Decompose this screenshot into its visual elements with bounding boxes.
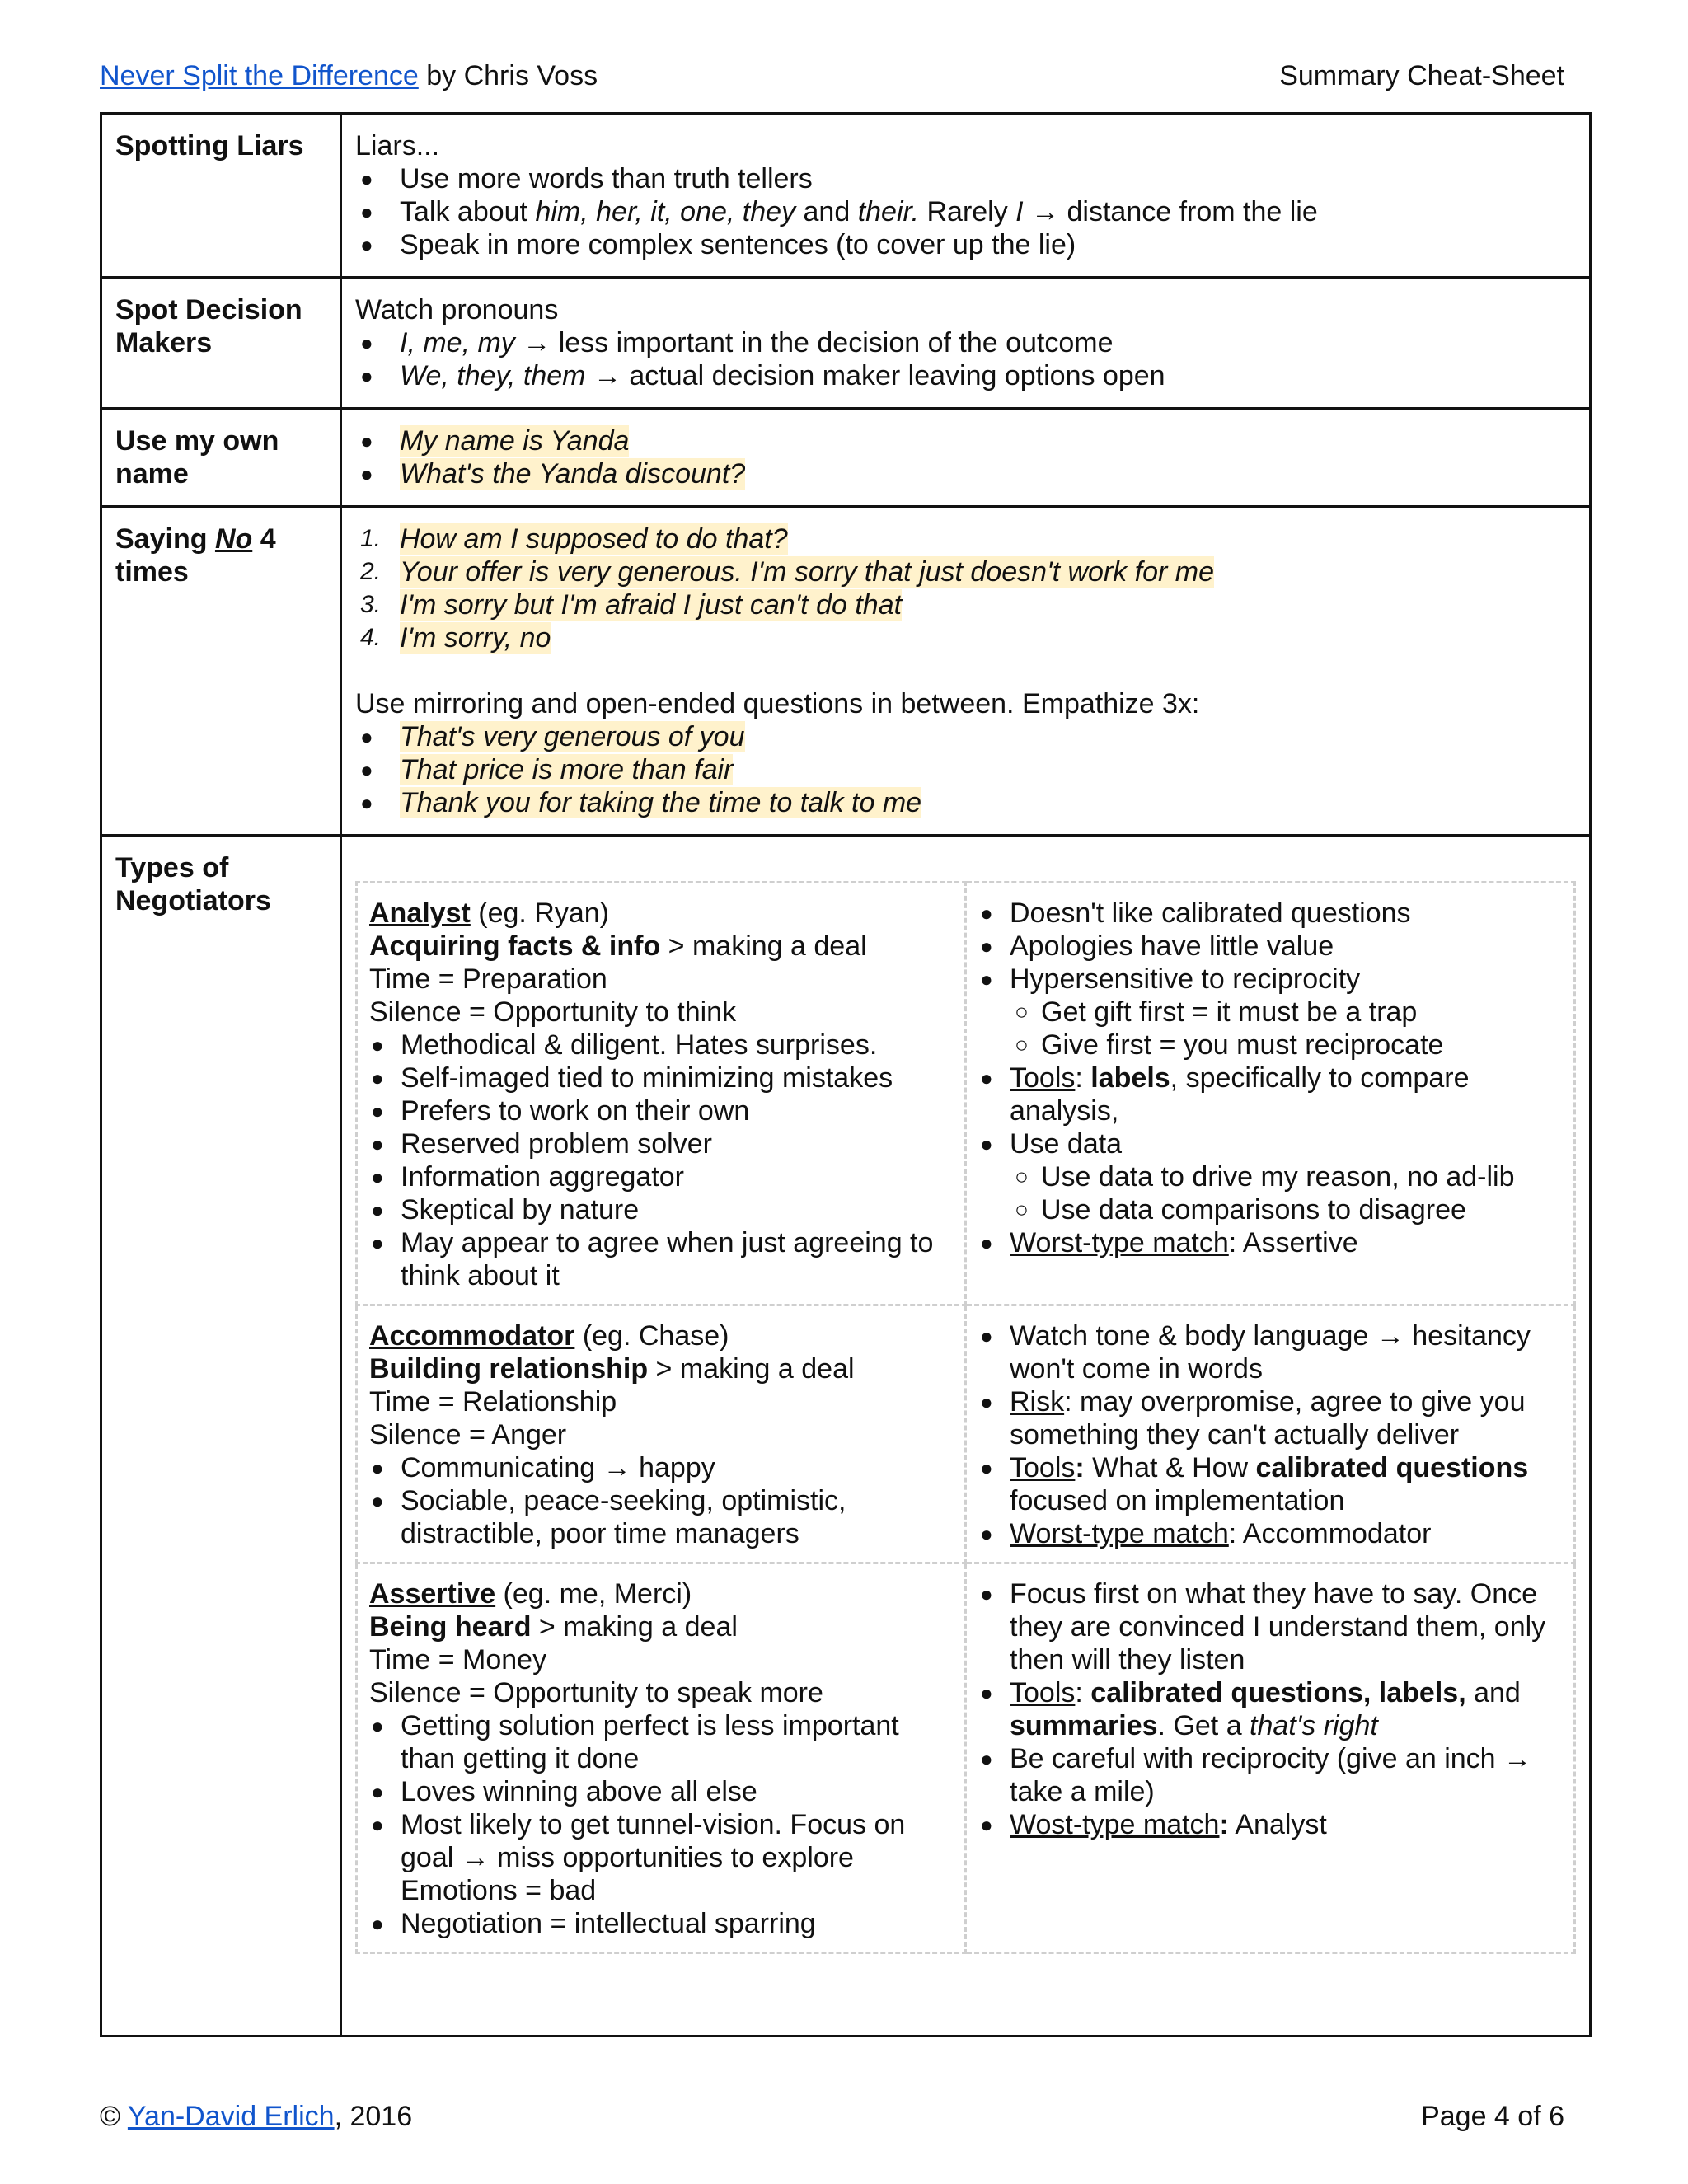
type-strategy xyxy=(966,883,1575,1305)
list-item: ● Worst-type match: Assertive xyxy=(978,1226,1562,1259)
type-accommodator xyxy=(357,1305,1575,1563)
bullet-list xyxy=(355,162,1576,261)
type-strategy xyxy=(966,1305,1575,1563)
bullet-list xyxy=(369,1451,953,1550)
mirroring-text: Use mirroring and open-ended questions in between. Empathize 3x: xyxy=(355,688,1200,719)
list-item: ● Watch tone & body language → hesitancy won't come in words xyxy=(978,1319,1562,1385)
list-item: ● Skeptical by nature xyxy=(369,1193,953,1226)
header-right: Summary Cheat-Sheet xyxy=(1279,60,1564,91)
type-profile: Analyst (eg. Ryan) Acquiring facts & info > making a deal Time = Preparation Silence = Opportunity to think ● Methodical & diligent. Hates surprises. ● Self-imaged tied to minimizing mistakes ● Prefers to work on their own ● Reserved problem solver ● Information aggregator ● Skeptical by nature ● May appear to agree when just agreeing to think about it xyxy=(357,883,966,1305)
bullet-list xyxy=(355,720,1576,819)
list-item: ● Be careful with reciprocity (give an inch → take a mile) xyxy=(978,1742,1562,1808)
bullet-list xyxy=(978,1577,1562,1841)
list-item: 3. I'm sorry but I'm afraid I just can't do that xyxy=(360,589,903,621)
row-types xyxy=(101,836,1591,2036)
bullet-list xyxy=(978,897,1562,1259)
row-content xyxy=(341,409,1591,507)
row-saying-no xyxy=(101,507,1591,836)
type-strategy xyxy=(966,1563,1575,1953)
list-item: ● Talk about him, her, it, one, they and their. Rarely I → distance from the lie xyxy=(355,195,1576,228)
list-item: ● Communicating → happy xyxy=(369,1451,953,1484)
list-item: ● Thank you for taking the time to talk to me xyxy=(355,786,1576,819)
row-label: Use my own name xyxy=(101,409,341,507)
list-item: 4. I'm sorry, no xyxy=(360,622,551,654)
list-item: ● Risk: may overpromise, agree to give you something they can't actually deliver xyxy=(978,1385,1562,1451)
cheat-sheet-table xyxy=(100,112,1592,2037)
list-item: ● Speak in more complex sentences (to cover up the lie) xyxy=(355,228,1576,261)
row-spotting-liars xyxy=(101,114,1591,278)
header-author: by Chris Voss xyxy=(418,60,598,91)
list-item: ● Wost-type match: Analyst xyxy=(978,1808,1562,1841)
type-profile: Assertive (eg. me, Merci) Being heard > making a deal Time = Money Silence = Opportunity to speak more ● Getting solution perfect is less important than getting it done ● Loves winning above all else ● Most likely to get tunnel-vision. Focus on goal → miss opportunities to explore Emotions = bad ● Negotiation = intellectual sparring xyxy=(357,1563,966,1953)
list-item: ● Information aggregator xyxy=(369,1160,953,1193)
page-header xyxy=(100,59,1564,96)
list-item: ● Self-imaged tied to minimizing mistakes xyxy=(369,1062,953,1094)
list-item: ● Doesn't like calibrated questions xyxy=(978,897,1562,930)
list-item: ● My name is Yanda xyxy=(355,424,1576,457)
list-item: ● Worst-type match: Accommodator xyxy=(978,1517,1562,1550)
row-content xyxy=(341,507,1591,836)
list-item: ○ Use data to drive my reason, no ad-lib xyxy=(1010,1160,1562,1193)
footer-left: © Yan-David Erlich, 2016 xyxy=(100,2101,413,2132)
intro-text: Liars... xyxy=(355,130,440,162)
bullet-list xyxy=(978,1319,1562,1550)
list-item: ● That's very generous of you xyxy=(355,720,1576,753)
row-own-name xyxy=(101,409,1591,507)
page-number: Page 4 of 6 xyxy=(1421,2101,1564,2132)
list-item: ● Tools: What & How calibrated questions focused on implementation xyxy=(978,1451,1562,1517)
bullet-list xyxy=(355,424,1576,490)
list-item: ● Hypersensitive to reciprocity ○ Get gift first = it must be a trap ○ Give first = you must reciprocate xyxy=(978,963,1562,1062)
list-item: ● Reserved problem solver xyxy=(369,1127,953,1160)
row-content xyxy=(341,278,1591,409)
list-item: 2. Your offer is very generous. I'm sorry that just doesn't work for me xyxy=(360,556,1215,588)
list-item: ● Prefers to work on their own xyxy=(369,1094,953,1127)
list-item: ● Most likely to get tunnel-vision. Focus on goal → miss opportunities to explore Emotions = bad xyxy=(369,1808,953,1907)
negotiator-types-table xyxy=(355,881,1576,1954)
list-item: ● That price is more than fair xyxy=(355,753,1576,786)
book-title-link[interactable]: Never Split the Difference xyxy=(100,60,419,91)
list-item: ○ Give first = you must reciprocate xyxy=(1010,1029,1562,1062)
list-item: ● Loves winning above all else xyxy=(369,1775,953,1808)
row-decision-makers xyxy=(101,278,1591,409)
list-item: ● Tools: calibrated questions, labels, and summaries. Get a that's right xyxy=(978,1676,1562,1742)
page-footer xyxy=(100,2100,1564,2136)
list-item: ● Methodical & diligent. Hates surprises. xyxy=(369,1029,953,1062)
list-item: ● What's the Yanda discount? xyxy=(355,457,1576,490)
row-label: Spot Decision Makers xyxy=(101,278,341,409)
list-item: 1. How am I supposed to do that? xyxy=(360,523,788,555)
row-label: Saying No 4 times xyxy=(101,507,341,836)
list-item: ○ Get gift first = it must be a trap xyxy=(1010,996,1562,1029)
list-item: ● Apologies have little value xyxy=(978,930,1562,963)
type-assertive xyxy=(357,1563,1575,1953)
header-left xyxy=(100,59,598,96)
list-item: ● Getting solution perfect is less important than getting it done xyxy=(369,1709,953,1775)
row-content xyxy=(341,836,1591,2036)
author-link[interactable]: Yan-David Erlich xyxy=(127,2101,335,2132)
list-item: ● Negotiation = intellectual sparring xyxy=(369,1907,953,1940)
list-item: ○ Use data comparisons to disagree xyxy=(1010,1193,1562,1226)
list-item: ● Tools: labels, specifically to compare analysis, xyxy=(978,1062,1562,1127)
sub-list xyxy=(1010,1160,1562,1226)
list-item: ● Sociable, peace-seeking, optimistic, distractible, poor time managers xyxy=(369,1484,953,1550)
sub-list xyxy=(1010,996,1562,1062)
type-profile: Accommodator (eg. Chase) Building relationship > making a deal Time = Relationship Silence = Anger ● Communicating → happy ● Sociable, peace-seeking, optimistic, distractible, poor time managers xyxy=(357,1305,966,1563)
row-content xyxy=(341,114,1591,278)
type-analyst xyxy=(357,883,1575,1305)
list-item: ● Use data ○ Use data to drive my reason, no ad-lib ○ Use data comparisons to disagree xyxy=(978,1127,1562,1226)
row-label: Types of Negotiators xyxy=(101,836,341,2036)
list-item: ● May appear to agree when just agreeing to think about it xyxy=(369,1226,953,1292)
list-item: ● Focus first on what they have to say. Once they are convinced I understand them, only then will they listen xyxy=(978,1577,1562,1676)
bullet-list xyxy=(369,1029,953,1292)
bullet-list xyxy=(369,1709,953,1940)
list-item: ● I, me, my → less important in the decision of the outcome xyxy=(355,326,1576,359)
list-item: ● Use more words than truth tellers xyxy=(355,162,1576,195)
list-item: ● We, they, them → actual decision maker leaving options open xyxy=(355,359,1576,392)
bullet-list xyxy=(355,326,1576,392)
intro-text: Watch pronouns xyxy=(355,294,559,326)
numbered-list xyxy=(355,523,1576,654)
row-label: Spotting Liars xyxy=(101,114,341,278)
